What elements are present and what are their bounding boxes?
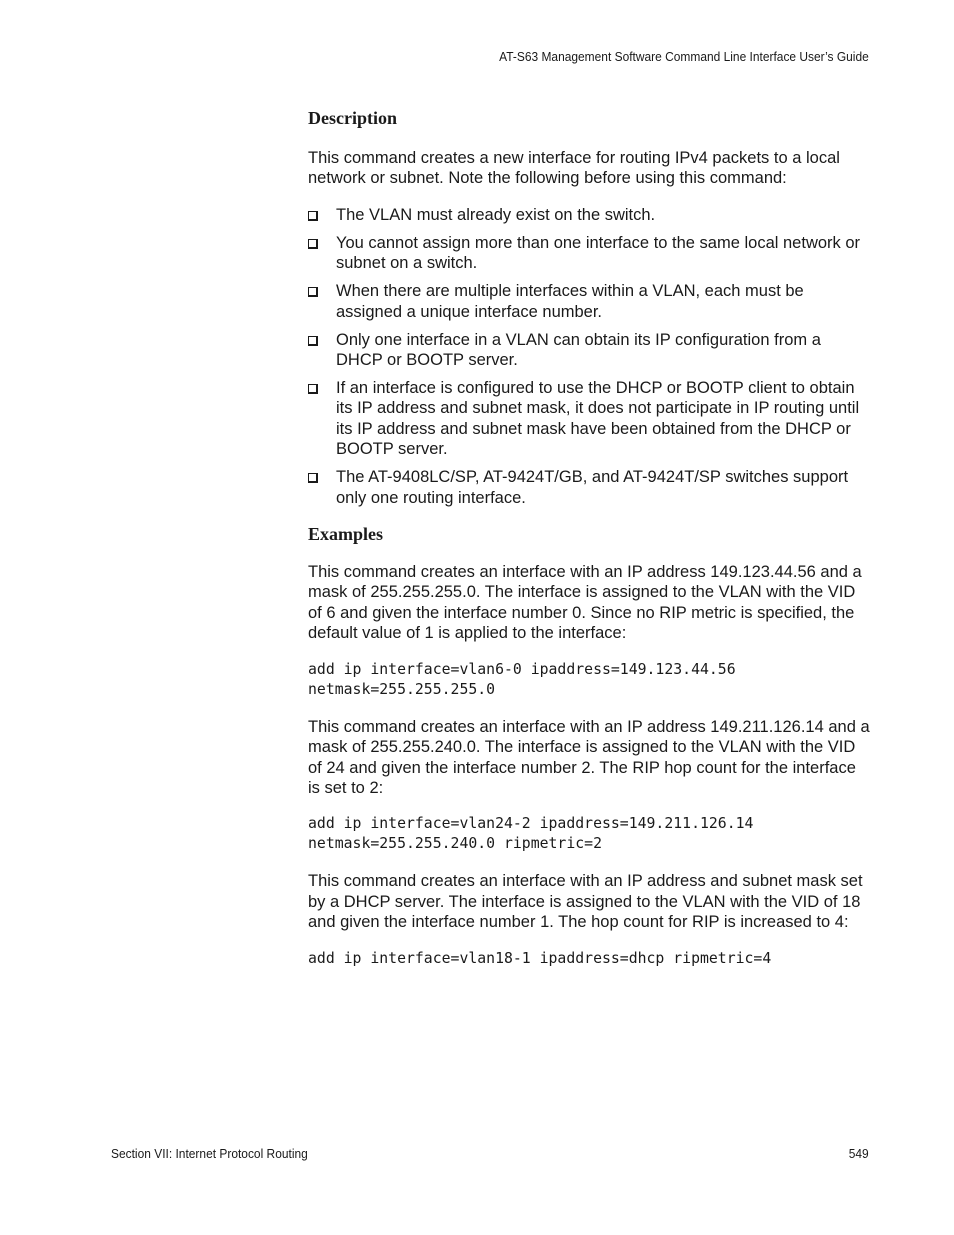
notes-list	[308, 205, 870, 508]
example-1-code: add ip interface=vlan6-0 ipaddress=149.123.44.56 netmask=255.255.255.0	[308, 660, 736, 698]
page-content	[308, 106, 870, 969]
checkbox-bullet-icon	[308, 336, 318, 346]
example-1-text: This command creates an interface with an IP address 149.123.44.56 and a mask of 255.255.255.0. The interface is assigned to the VLAN with the VID of 6 and given the interface number 0. Since no RIP metric is specified, the default value of 1 is applied to the interface:	[308, 563, 862, 643]
example-2-code: add ip interface=vlan24-2 ipaddress=149.211.126.14 netmask=255.255.240.0 ripmetric=2	[308, 815, 754, 853]
running-header: AT-S63 Management Software Command Line Interface User’s Guide	[499, 49, 869, 64]
list-item-text: If an interface is configured to use the DHCP or BOOTP client to obtain its IP address and subnet mask, it does not participate in IP routing until its IP address and subnet mask have been obtained from the DHCP or BOOTP server.	[336, 379, 860, 459]
example-3-code: add ip interface=vlan18-1 ipaddress=dhcp ripmetric=4	[308, 949, 772, 967]
list-item	[308, 330, 870, 371]
list-item-text: You cannot assign more than one interface to the same local network or subnet on a switch.	[336, 233, 861, 273]
checkbox-bullet-icon	[308, 211, 318, 221]
checkbox-bullet-icon	[308, 239, 318, 249]
page-number: 549	[849, 1146, 869, 1161]
description-heading: Description	[308, 108, 397, 128]
list-item	[308, 281, 870, 322]
checkbox-bullet-icon	[308, 473, 318, 483]
list-item-text: The VLAN must already exist on the switch.	[336, 205, 656, 224]
example-3-text: This command creates an interface with an IP address and subnet mask set by a DHCP server. The interface is assigned to the VLAN with the VID of 18 and given the interface number 1. The hop count for RIP is increased to 4:	[308, 872, 863, 932]
checkbox-bullet-icon	[308, 384, 318, 394]
footer-section: Section VII: Internet Protocol Routing	[111, 1146, 308, 1161]
list-item	[308, 233, 870, 274]
example-2-text: This command creates an interface with an IP address 149.211.126.14 and a mask of 255.255.240.0. The interface is assigned to the VLAN with the VID of 24 and given the interface number 2. The RIP hop count for the interface is set to 2:	[308, 717, 870, 797]
description-intro: This command creates a new interface for routing IPv4 packets to a local network or subnet. Note the following before using this command:	[308, 149, 840, 188]
list-item	[308, 378, 870, 460]
checkbox-bullet-icon	[308, 287, 318, 297]
list-item	[308, 467, 870, 508]
list-item-text: Only one interface in a VLAN can obtain its IP configuration from a DHCP or BOOTP server.	[336, 330, 821, 370]
list-item-text: When there are multiple interfaces within a VLAN, each must be assigned a unique interface number.	[336, 282, 804, 321]
list-item-text: The AT-9408LC/SP, AT-9424T/GB, and AT-9424T/SP switches support only one routing interface.	[336, 468, 849, 507]
examples-heading: Examples	[308, 524, 384, 545]
list-item	[308, 205, 870, 225]
